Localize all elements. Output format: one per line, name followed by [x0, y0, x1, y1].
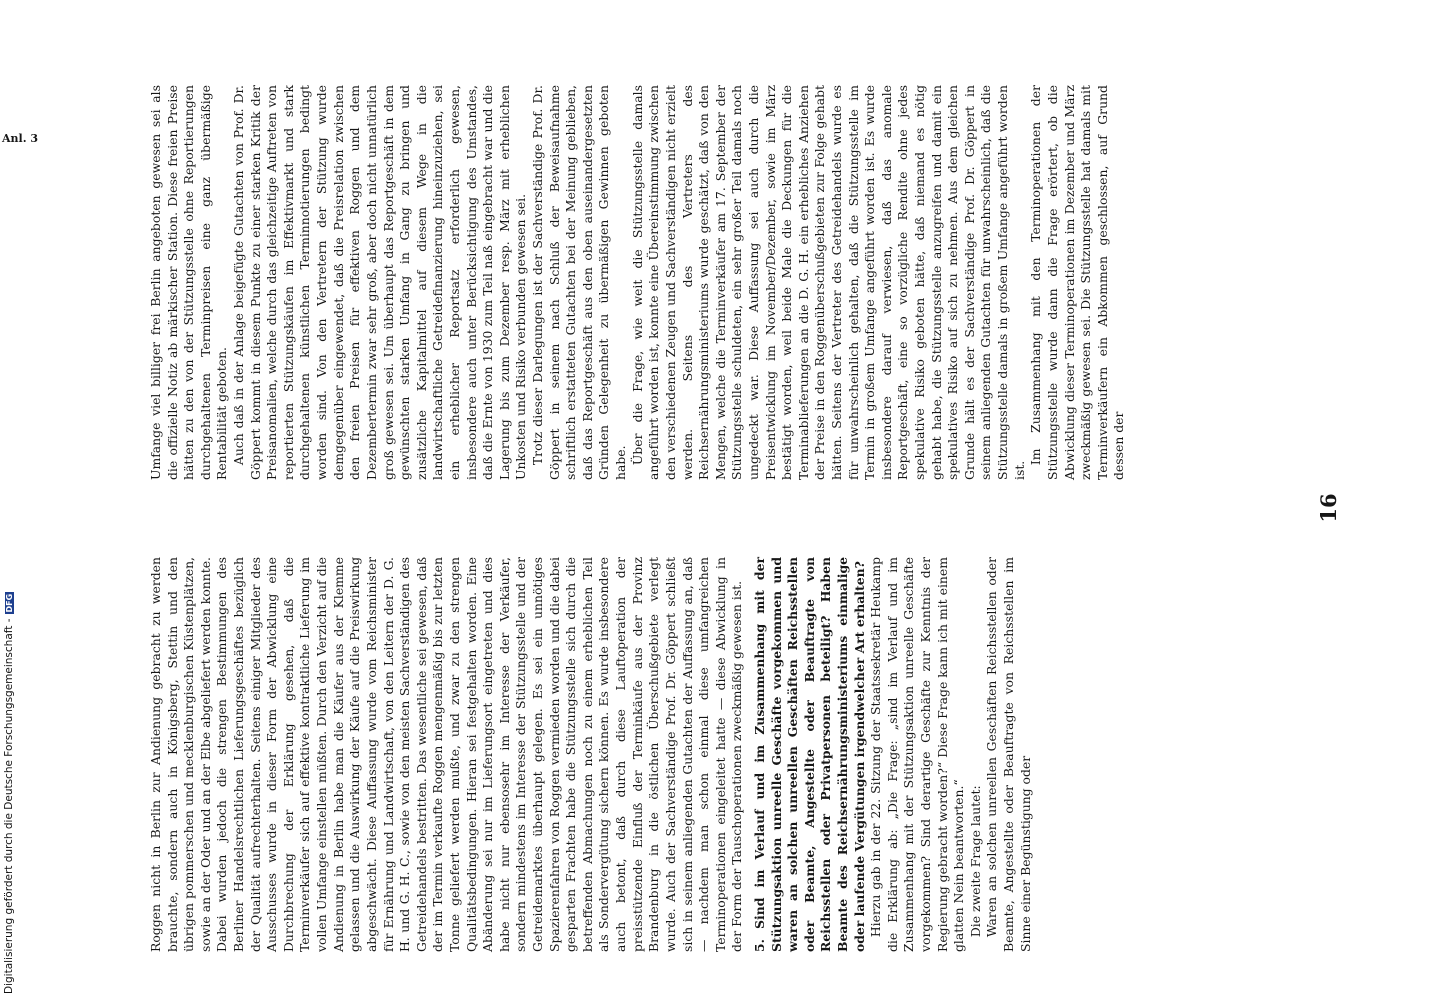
left-text-column [148, 85, 1128, 480]
second-question-intro: Die zweite Frage lautet: [967, 785, 983, 938]
left-paragraph: Trotz dieser Darlegungen ist der Sachverständige Prof. Dr. Göppert in seinem nach Schluß der Beweisaufnahme schriftlich erstatteten Gutachten bei der Meinung geblieben, daß das Reportgeschäft aus den oben auseinandergesetzten Gründen Gelegenheit zu übermäßigen Gewinnen geboten habe. [530, 85, 629, 480]
left-paragraph: Im Zusammenhang mit den Terminoperationen der Stützungsstelle wurde dann die Frage erörtert, ob die Abwicklung dieser Terminoperationen im Dezember und März zweckmäßig gewesen sei. Die Stützungsstelle hat damals mit Terminverkäufern ein Abkommen geschlossen, auf Grund dessen der [1028, 85, 1127, 480]
dfg-logo: DFG [4, 593, 14, 613]
question-heading: 5. Sind im Verlauf und im Zusammenhang mit der Stützungsaktion unreelle Geschäfte vorgekommen und waren an solchen unreellen Geschäften Reichsstellen oder Beamte, Angestellte oder Beauftragte von Reichsstellen oder Privatpersonen beteiligt? Haben Beamte des Reichsernährungsministeriums einmalige oder laufende Vergütungen irgendwelcher Art erhalten? [751, 557, 867, 952]
footer-text: Digitalisierung gefördert durch die Deutsche Forschungsgemeinschaft - [3, 618, 15, 994]
left-paragraph: Auch daß in der Anlage beigefügte Gutachten von Prof. Dr. Göppert kommt in diesem Punkte zu einer starken Kritik der Preisanomalien, welche durch das gleichzeitige Auftreten von reportierten Stützungskäufen im Effektivmarkt und stark durchgehaltenen künstlichen Terminnotierungen bedingt worden sind. Von den Vertretern der Stützung wurde demgegenüber eingewendet, daß die Preisrelation zwischen den freien Preisen für effektiven Roggen und dem Dezembertermin zwar sehr groß, aber doch nicht unnatürlich groß gewesen sei. Um überhaupt das Reportgeschäft in dem gewünschten starken Umfang in Gang zu bringen und zusätzliche Kapitalmittel auf diesem Wege in die landwirtschaftliche Getreidefinanzierung hineinzuziehen, sei ein erheblicher Reportsatz erforderlich gewesen, insbesondere auch unter Berücksichtigung des Umstandes, daß die Ernte von 1930 zum Teil naß eingebracht war und die Lagerung bis zum Dezember resp. März mit erheblichen Unkosten und Risiko verbunden gewesen sei. [231, 85, 529, 480]
right-paragraph: Roggen nicht in Berlin zur Andienung gebracht zu werden brauchte, sondern auch in Königsberg, Stettin und den übrigen pommerschen und mecklenburgischen Küstenplätzen, sowie an der Oder und an der Elbe abgeliefert werden konnte. Dabei wurden jedoch die strengen Bestimmungen des Berliner Handelsrechtlichen Lieferungsgeschäftes bezüglich der Qualität aufrechterhalten. Seitens einiger Mitglieder des Ausschusses wurde in dieser Form der Abwicklung eine Durchbrechung der Erklärung gesehen, daß die Terminverkäufer sich auf effektive kontraktliche Lieferung im vollen Umfange einstellen müßten. Durch den Verzicht auf die Andienung in Berlin habe man die Käufer aus der Klemme gelassen und die Auswirkung der Käufe auf die Preiswirkung abgeschwächt. Diese Auffassung wurde vom Reichsminister für Ernährung und Landwirtschaft, von den Leitern der D. G. H. und G. H. C., sowie von den meisten Sachverständigen des Getreidehandels bestritten. Das wesentliche sei gewesen, daß der im Termin verkaufte Roggen mengenmäßig bis zur letzten Tonne geliefert werden mußte, und zwar zu den strengen Qualitätsbedingungen. Hieran sei festgehalten worden. Eine Abänderung sei nur im Lieferungsort eingetreten und dies habe nicht nur ebensosehr im Interesse der Verkäufer, sondern mindestens im Interesse der Stützungsstelle und der Getreidemarktes überhaupt gelegen. Es sei ein unnötiges Spazierenfahren von Roggen vermieden worden und die dabei gesparten Frachten habe die Stützungsstelle sich durch die betreffenden Abmachungen noch zu einem erheblichen Teil als Sondervergütung sichern können. Es wurde insbesondere auch betont, daß durch diese Lauftoperation der preisstützende Einfluß der Terminkäufe aus der Provinz Brandenburg in die östlichen Überschußgebiete verlegt wurde. Auch der Sachverständige Prof. Dr. Göppert schließt sich in seinem anliegenden Gutachten der Auffassung an, daß — nachdem man schon einmal diese umfangreichen Terminoperationen eingeleitet hatte — diese Abwicklung in der Form der Tauschoperationen zweckmäßig gewesen ist. [148, 557, 745, 952]
answer-paragraph: Hierzu gab in der 22. Sitzung der Staatssekretär Heukamp die Erklärung ab: „Die Frage: „sind im Verlauf und im Zusammenhang mit der Stützungsaktion unreelle Geschäfte vorgekommen? Sind derartige Geschäfte zur Kenntnis der Regierung gebracht worden?“ Diese Frage kann ich mit einem glatten Nein beantworten.“ [868, 557, 967, 952]
footer-bar [2, 0, 16, 994]
margin-note-label: Anl. 3 [2, 132, 39, 145]
left-paragraph: Über die Frage, wie weit die Stützungsstelle damals angeführt worden ist, konnte eine Übereinstimmung zwischen den verschiedenen Zeugen und Sachverständigen nicht erzielt werden. Seitens des Vertreters des Reichsernährungsministeriums wurde geschätzt, daß von den Mengen, welche die Terminverkäufer am 17. September der Stützungsstelle schuldeten, ein sehr großer Teil damals noch ungedeckt war. Diese Auffassung sei auch durch die Preisentwicklung im November/Dezember, sowie im März bestätigt worden, weil beide Male die Deckungen für die Terminablieferungen an die D. G. H. ein erhebliches Anziehen der Preise in den Roggenüberschußgebieten zur Folge gehabt hätten. Seitens der Vertreter des Getreidehandels wurde es für unwahrscheinlich gehalten, daß die Stützungsstelle im Termin in großem Umfange angeführt worden ist. Es wurde insbesondere darauf verwiesen, daß das anomale Reportgeschäft, eine so vorzügliche Rendite ohne jedes spekulative Risiko geboten hätte, daß niemand es nötig gehabt habe, die Stützungsstelle anzugreifen und damit ein spekulatives Risiko auf sich zu nehmen. Aus dem gleichen Grunde hält es der Sachverständige Prof. Dr. Göppert in seinem anliegenden Gutachten für unwahrscheinlich, daß die Stützungsstelle damals in großem Umfange angeführt worden ist. [629, 85, 1027, 480]
right-text-column [148, 557, 1034, 952]
page-number-label: 16 [1316, 493, 1341, 523]
left-paragraph: Umfange viel billiger frei Berlin angeboten gewesen sei als die offizielle Notiz ab märkischer Station. Diese freien Preise hätten zu den von der Stützungsstelle ohne Reportierungen durchgehaltenen Terminpreisen eine ganz übermäßige Rentabilität geboten. [148, 85, 230, 480]
second-question-text: Waren an solchen unreellen Geschäften Reichsstellen oder Beamte, Angestellte oder Beauftragte von Reichsstellen im Sinne einer Begünstigung oder [984, 557, 1033, 952]
